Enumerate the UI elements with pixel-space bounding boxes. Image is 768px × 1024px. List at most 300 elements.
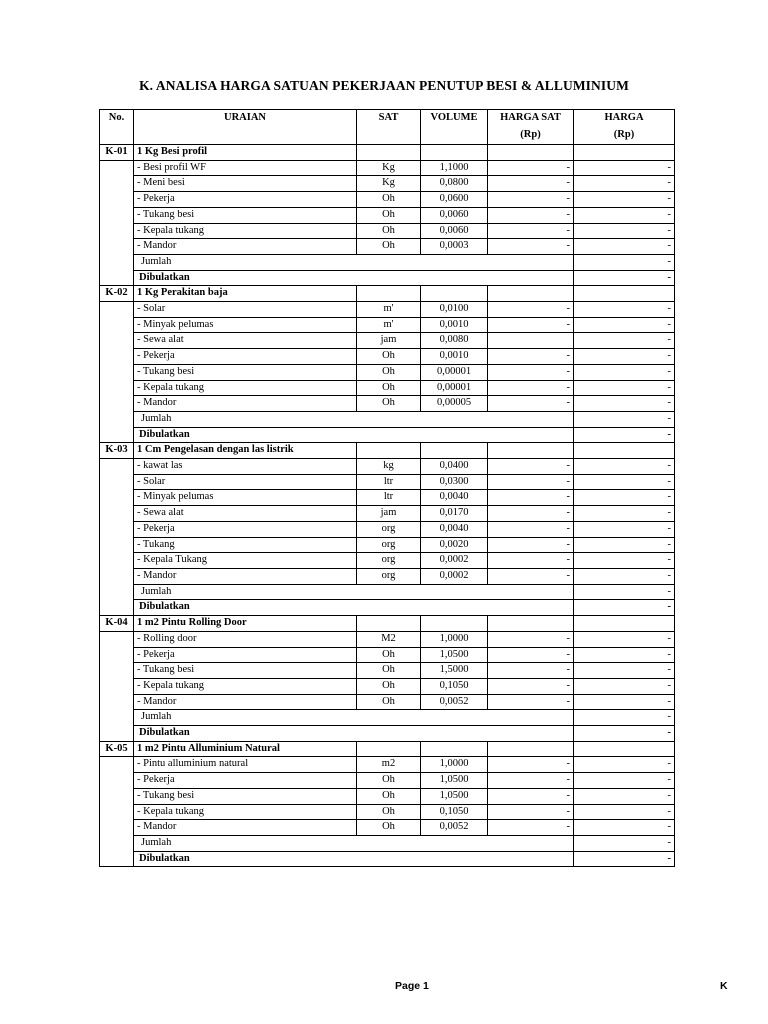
item-price: - — [574, 317, 675, 333]
item-unit: Oh — [357, 364, 421, 380]
item-description: - Mandor — [134, 239, 357, 255]
header-volume: VOLUME — [421, 110, 488, 128]
dibulatkan-value: - — [574, 851, 675, 867]
section-code: K-04 — [100, 616, 134, 632]
table-row — [100, 160, 675, 176]
item-description: - Tukang besi — [134, 364, 357, 380]
cell-empty — [100, 521, 134, 537]
cell-empty — [488, 286, 574, 302]
cell-empty — [100, 160, 134, 176]
section-title: 1 m2 Pintu Rolling Door — [134, 616, 357, 632]
page-number: Page 1 — [395, 980, 429, 992]
item-unit-price: - — [488, 757, 574, 773]
jumlah-label: Jumlah — [134, 835, 574, 851]
table-row — [100, 757, 675, 773]
item-unit-price: - — [488, 160, 574, 176]
item-description: - Kepala Tukang — [134, 553, 357, 569]
cell-empty — [574, 286, 675, 302]
item-unit: Oh — [357, 820, 421, 836]
table-row — [100, 506, 675, 522]
item-unit: Oh — [357, 192, 421, 208]
section-title: 1 Kg Besi profil — [134, 145, 357, 161]
item-unit-price: - — [488, 474, 574, 490]
cell-empty — [488, 616, 574, 632]
dibulatkan-label: Dibulatkan — [134, 270, 574, 286]
item-unit: Oh — [357, 223, 421, 239]
item-description: - Pekerja — [134, 521, 357, 537]
item-unit-price: - — [488, 396, 574, 412]
item-unit: M2 — [357, 631, 421, 647]
jumlah-value: - — [574, 411, 675, 427]
table-row — [100, 207, 675, 223]
table-row — [100, 333, 675, 349]
item-unit: Oh — [357, 239, 421, 255]
item-unit-price: - — [488, 647, 574, 663]
dibulatkan-row — [100, 270, 675, 286]
table-row — [100, 380, 675, 396]
cell-empty — [488, 145, 574, 161]
item-unit: Oh — [357, 663, 421, 679]
cell-empty — [488, 741, 574, 757]
cell-empty — [421, 286, 488, 302]
table-row — [100, 239, 675, 255]
item-volume: 1,0000 — [421, 757, 488, 773]
cell-empty — [357, 145, 421, 161]
cell-empty — [100, 254, 134, 270]
item-volume: 0,0002 — [421, 568, 488, 584]
cell-empty — [100, 631, 134, 647]
cell-empty — [100, 302, 134, 318]
item-unit-price: - — [488, 663, 574, 679]
item-description: - Meni besi — [134, 176, 357, 192]
item-description: - Kepala tukang — [134, 804, 357, 820]
jumlah-row — [100, 710, 675, 726]
item-volume: 0,00001 — [421, 364, 488, 380]
item-unit-price: - — [488, 459, 574, 475]
item-volume: 0,0800 — [421, 176, 488, 192]
cell-empty — [421, 616, 488, 632]
item-price: - — [574, 773, 675, 789]
section-code: K-05 — [100, 741, 134, 757]
page-title: K. ANALISA HARGA SATUAN PEKERJAAN PENUTUP BESI & ALLUMINIUM — [139, 78, 629, 93]
item-unit: Oh — [357, 694, 421, 710]
cell-empty — [421, 741, 488, 757]
table-row — [100, 459, 675, 475]
item-volume: 0,0040 — [421, 490, 488, 506]
section-title: 1 Cm Pengelasan dengan las listrik — [134, 443, 357, 459]
header-uraian: URAIAN — [134, 110, 357, 128]
item-volume: 0,0400 — [421, 459, 488, 475]
item-description: - Solar — [134, 474, 357, 490]
footer-sheet-label: K — [720, 980, 728, 992]
section-header-row — [100, 616, 675, 632]
item-unit-price: - — [488, 678, 574, 694]
table-row — [100, 537, 675, 553]
dibulatkan-value: - — [574, 726, 675, 742]
item-volume: 0,0010 — [421, 317, 488, 333]
cell-empty — [100, 223, 134, 239]
table-row — [100, 773, 675, 789]
item-unit: ltr — [357, 490, 421, 506]
item-price: - — [574, 694, 675, 710]
item-unit-price: - — [488, 553, 574, 569]
dibulatkan-row — [100, 726, 675, 742]
item-description: - Solar — [134, 302, 357, 318]
cell-empty — [100, 207, 134, 223]
cell-empty — [100, 773, 134, 789]
cell-empty — [100, 490, 134, 506]
item-price: - — [574, 192, 675, 208]
item-unit-price: - — [488, 537, 574, 553]
jumlah-row — [100, 584, 675, 600]
section-header-row — [100, 286, 675, 302]
item-volume: 1,5000 — [421, 663, 488, 679]
header-row-units — [100, 127, 675, 145]
item-price: - — [574, 788, 675, 804]
item-price: - — [574, 647, 675, 663]
item-unit: ltr — [357, 474, 421, 490]
cell-empty — [100, 270, 134, 286]
item-unit-price: - — [488, 773, 574, 789]
item-unit: org — [357, 537, 421, 553]
table-row — [100, 223, 675, 239]
section-header-row — [100, 443, 675, 459]
cell-empty — [100, 537, 134, 553]
item-price: - — [574, 506, 675, 522]
item-unit-price: - — [488, 568, 574, 584]
cell-empty — [100, 333, 134, 349]
item-volume: 0,00005 — [421, 396, 488, 412]
section-title: 1 m2 Pintu Alluminium Natural — [134, 741, 357, 757]
header-blank — [421, 127, 488, 145]
jumlah-value: - — [574, 254, 675, 270]
item-volume: 0,0060 — [421, 207, 488, 223]
item-description: - Pintu alluminium natural — [134, 757, 357, 773]
item-description: - Mandor — [134, 396, 357, 412]
cell-empty — [357, 616, 421, 632]
item-unit: Oh — [357, 207, 421, 223]
item-description: - Kepala tukang — [134, 223, 357, 239]
item-volume: 0,0080 — [421, 333, 488, 349]
item-price: - — [574, 396, 675, 412]
item-price: - — [574, 678, 675, 694]
item-unit: m2 — [357, 757, 421, 773]
table-row — [100, 490, 675, 506]
item-description: - Pekerja — [134, 647, 357, 663]
dibulatkan-row — [100, 427, 675, 443]
jumlah-row — [100, 411, 675, 427]
item-price: - — [574, 207, 675, 223]
section-header-row — [100, 145, 675, 161]
header-no: No. — [100, 110, 134, 128]
item-volume: 0,0300 — [421, 474, 488, 490]
item-unit: Oh — [357, 804, 421, 820]
header-blank — [357, 127, 421, 145]
item-unit: org — [357, 553, 421, 569]
table-row — [100, 349, 675, 365]
cell-empty — [100, 459, 134, 475]
item-description: - Pekerja — [134, 349, 357, 365]
dibulatkan-value: - — [574, 270, 675, 286]
table-row — [100, 804, 675, 820]
item-price: - — [574, 380, 675, 396]
item-unit-price: - — [488, 317, 574, 333]
item-unit-price: - — [488, 490, 574, 506]
item-unit: Oh — [357, 788, 421, 804]
item-price: - — [574, 490, 675, 506]
cell-empty — [100, 757, 134, 773]
table-row — [100, 568, 675, 584]
item-unit-price: - — [488, 804, 574, 820]
cell-empty — [100, 349, 134, 365]
header-harga-sat-unit: (Rp) — [488, 127, 574, 145]
item-description: - Besi profil WF — [134, 160, 357, 176]
item-unit-price: - — [488, 364, 574, 380]
item-unit: org — [357, 521, 421, 537]
item-description: - Minyak pelumas — [134, 317, 357, 333]
item-price: - — [574, 459, 675, 475]
cell-empty — [100, 663, 134, 679]
table-row — [100, 820, 675, 836]
item-volume: 0,0600 — [421, 192, 488, 208]
cell-empty — [100, 364, 134, 380]
cell-empty — [100, 506, 134, 522]
item-price: - — [574, 568, 675, 584]
item-description: - Rolling door — [134, 631, 357, 647]
item-unit: Oh — [357, 349, 421, 365]
item-description: - Tukang besi — [134, 788, 357, 804]
cell-empty — [100, 239, 134, 255]
table-row — [100, 788, 675, 804]
cell-empty — [100, 820, 134, 836]
item-unit-price: - — [488, 302, 574, 318]
cell-empty — [100, 804, 134, 820]
item-unit: Oh — [357, 678, 421, 694]
item-unit: Oh — [357, 396, 421, 412]
header-harga: HARGA — [574, 110, 675, 128]
item-volume: 0,1050 — [421, 804, 488, 820]
cell-empty — [100, 600, 134, 616]
item-price: - — [574, 333, 675, 349]
jumlah-row — [100, 254, 675, 270]
item-volume: 1,1000 — [421, 160, 488, 176]
item-price: - — [574, 804, 675, 820]
item-unit-price: - — [488, 506, 574, 522]
item-price: - — [574, 223, 675, 239]
table-row — [100, 631, 675, 647]
cell-empty — [100, 788, 134, 804]
cell-empty — [421, 443, 488, 459]
item-description: - Sewa alat — [134, 333, 357, 349]
jumlah-value: - — [574, 835, 675, 851]
cell-empty — [100, 411, 134, 427]
item-price: - — [574, 160, 675, 176]
table-row — [100, 678, 675, 694]
dibulatkan-value: - — [574, 600, 675, 616]
table-row — [100, 364, 675, 380]
item-price: - — [574, 631, 675, 647]
analysis-table — [99, 109, 675, 867]
item-volume: 0,0052 — [421, 694, 488, 710]
item-unit: Oh — [357, 647, 421, 663]
item-volume: 1,0500 — [421, 773, 488, 789]
header-sat: SAT — [357, 110, 421, 128]
jumlah-label: Jumlah — [134, 411, 574, 427]
header-row — [100, 110, 675, 128]
table-row — [100, 694, 675, 710]
table-row — [100, 553, 675, 569]
item-volume: 0,0170 — [421, 506, 488, 522]
cell-empty — [100, 584, 134, 600]
item-unit: Oh — [357, 380, 421, 396]
dibulatkan-label: Dibulatkan — [134, 726, 574, 742]
item-description: - Sewa alat — [134, 506, 357, 522]
cell-empty — [100, 380, 134, 396]
cell-empty — [100, 694, 134, 710]
dibulatkan-row — [100, 851, 675, 867]
item-volume: 1,0000 — [421, 631, 488, 647]
jumlah-label: Jumlah — [134, 710, 574, 726]
item-unit-price: - — [488, 349, 574, 365]
item-unit-price: - — [488, 521, 574, 537]
item-volume: 0,0003 — [421, 239, 488, 255]
cell-empty — [100, 474, 134, 490]
cell-empty — [100, 851, 134, 867]
item-unit-price: - — [488, 788, 574, 804]
item-description: - Pekerja — [134, 192, 357, 208]
item-unit: m' — [357, 302, 421, 318]
jumlah-row — [100, 835, 675, 851]
item-volume: 1,0500 — [421, 647, 488, 663]
table-row — [100, 317, 675, 333]
cell-empty — [357, 286, 421, 302]
item-description: - Kepala tukang — [134, 380, 357, 396]
table-row — [100, 647, 675, 663]
cell-empty — [488, 443, 574, 459]
section-header-row — [100, 741, 675, 757]
item-unit-price: - — [488, 192, 574, 208]
item-volume: 0,0040 — [421, 521, 488, 537]
item-price: - — [574, 474, 675, 490]
item-volume: 0,0060 — [421, 223, 488, 239]
item-volume: 0,0052 — [421, 820, 488, 836]
section-code: K-01 — [100, 145, 134, 161]
item-unit-price — [488, 333, 574, 349]
item-unit-price: - — [488, 223, 574, 239]
item-price: - — [574, 521, 675, 537]
item-description: - Minyak pelumas — [134, 490, 357, 506]
item-description: - Mandor — [134, 568, 357, 584]
item-description: - Tukang — [134, 537, 357, 553]
jumlah-label: Jumlah — [134, 254, 574, 270]
section-code: K-02 — [100, 286, 134, 302]
item-unit: m' — [357, 317, 421, 333]
item-unit: Kg — [357, 176, 421, 192]
item-unit: Oh — [357, 773, 421, 789]
item-description: - Tukang besi — [134, 207, 357, 223]
cell-empty — [100, 176, 134, 192]
cell-empty — [100, 396, 134, 412]
header-blank — [100, 127, 134, 145]
item-volume: 0,0002 — [421, 553, 488, 569]
item-volume: 0,0100 — [421, 302, 488, 318]
item-volume: 0,00001 — [421, 380, 488, 396]
table-row — [100, 396, 675, 412]
table-row — [100, 192, 675, 208]
item-volume: 0,0020 — [421, 537, 488, 553]
item-unit: jam — [357, 333, 421, 349]
item-description: - kawat las — [134, 459, 357, 475]
item-description: - Pekerja — [134, 773, 357, 789]
cell-empty — [574, 741, 675, 757]
item-volume: 0,1050 — [421, 678, 488, 694]
table-row — [100, 176, 675, 192]
cell-empty — [574, 616, 675, 632]
item-unit-price: - — [488, 239, 574, 255]
item-description: - Mandor — [134, 820, 357, 836]
item-price: - — [574, 302, 675, 318]
item-unit: org — [357, 568, 421, 584]
item-unit: Kg — [357, 160, 421, 176]
cell-empty — [421, 145, 488, 161]
table-row — [100, 521, 675, 537]
item-unit-price: - — [488, 694, 574, 710]
table-row — [100, 663, 675, 679]
dibulatkan-value: - — [574, 427, 675, 443]
cell-empty — [574, 443, 675, 459]
item-unit-price: - — [488, 631, 574, 647]
item-description: - Tukang besi — [134, 663, 357, 679]
cell-empty — [100, 317, 134, 333]
item-price: - — [574, 349, 675, 365]
cell-empty — [100, 568, 134, 584]
jumlah-label: Jumlah — [134, 584, 574, 600]
cell-empty — [100, 678, 134, 694]
item-unit-price: - — [488, 207, 574, 223]
cell-empty — [357, 443, 421, 459]
cell-empty — [357, 741, 421, 757]
item-price: - — [574, 239, 675, 255]
item-price: - — [574, 364, 675, 380]
item-unit: jam — [357, 506, 421, 522]
item-price: - — [574, 820, 675, 836]
item-price: - — [574, 663, 675, 679]
dibulatkan-row — [100, 600, 675, 616]
dibulatkan-label: Dibulatkan — [134, 851, 574, 867]
cell-empty — [100, 192, 134, 208]
cell-empty — [100, 647, 134, 663]
section-title: 1 Kg Perakitan baja — [134, 286, 357, 302]
cell-empty — [100, 427, 134, 443]
item-price: - — [574, 176, 675, 192]
jumlah-value: - — [574, 710, 675, 726]
header-blank — [134, 127, 357, 145]
item-price: - — [574, 757, 675, 773]
header-harga-unit: (Rp) — [574, 127, 675, 145]
cell-empty — [100, 710, 134, 726]
item-volume: 1,0500 — [421, 788, 488, 804]
dibulatkan-label: Dibulatkan — [134, 427, 574, 443]
item-description: - Mandor — [134, 694, 357, 710]
dibulatkan-label: Dibulatkan — [134, 600, 574, 616]
section-code: K-03 — [100, 443, 134, 459]
item-price: - — [574, 537, 675, 553]
cell-empty — [100, 726, 134, 742]
cell-empty — [574, 145, 675, 161]
item-unit-price: - — [488, 820, 574, 836]
jumlah-value: - — [574, 584, 675, 600]
header-harga-sat: HARGA SAT — [488, 110, 574, 128]
